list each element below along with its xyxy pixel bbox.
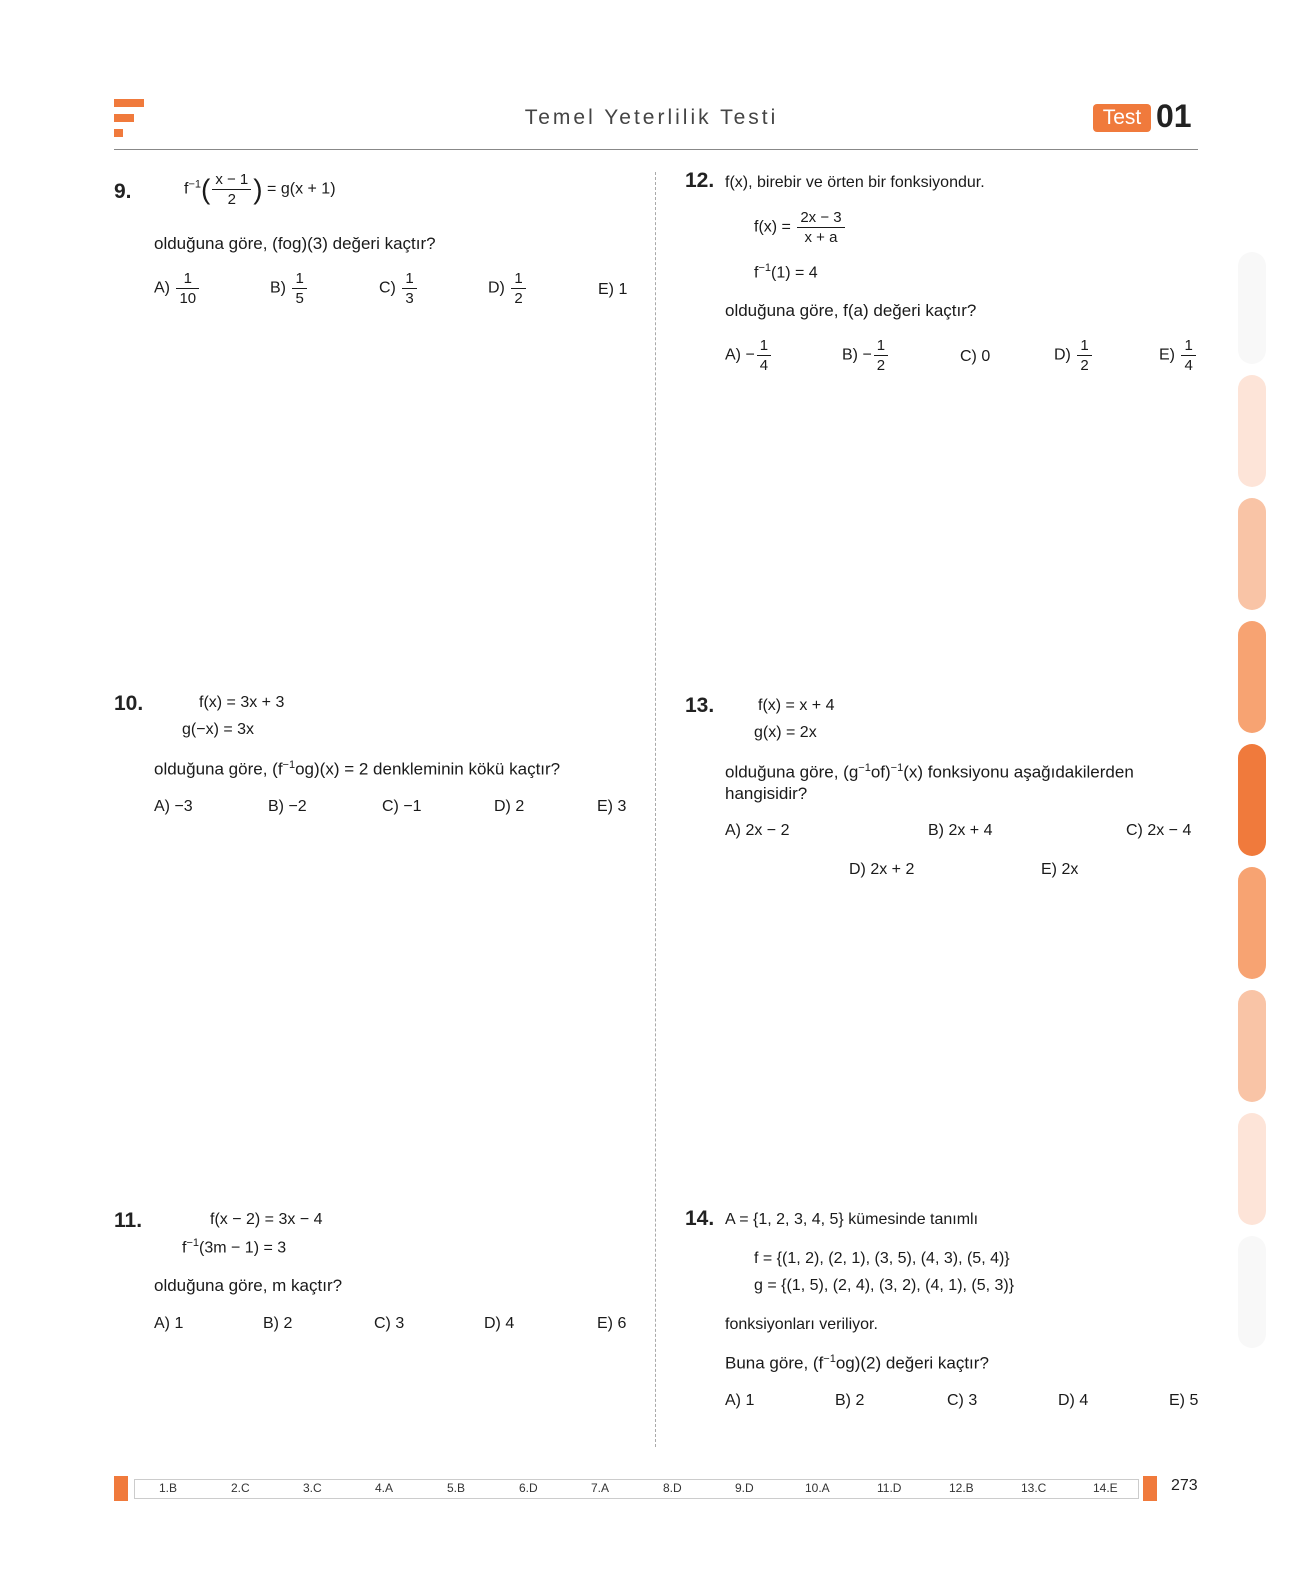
q12-option-b[interactable]: B) − $\frac{1}{2}$	[842, 336, 890, 375]
q10-option-b[interactable]: B) −2	[268, 798, 307, 815]
answer-key-item: 2.C	[231, 1481, 250, 1495]
q11-option-d[interactable]: D) 4	[484, 1315, 515, 1332]
question-11-number: 11.	[114, 1209, 143, 1232]
question-14-f-set: f = {(1, 2), (2, 1), (3, 5), (4, 3), (5, 4)}	[754, 1250, 1010, 1267]
q12-option-c[interactable]: C) 0	[960, 348, 991, 365]
question-13-prompt-line-2: hangisidir?	[725, 784, 808, 803]
logo-mark-bottom	[114, 129, 123, 137]
side-tab-4[interactable]	[1238, 621, 1266, 733]
answer-key-item: 1.B	[159, 1481, 178, 1495]
answer-key-item: 10.A	[805, 1481, 830, 1495]
question-10-line-1: f(x) = 3x + 3	[199, 694, 285, 711]
side-tab-2[interactable]	[1238, 375, 1266, 487]
q13-option-c[interactable]: C) 2x − 4	[1126, 822, 1192, 839]
question-13-prompt: olduğuna göre, $(g^{-1}of)^{-1}(x)$ fonksiyonu aşağıdakilerden	[725, 762, 1134, 782]
q9-option-a[interactable]: A) $\frac{1}{10}$	[154, 269, 201, 308]
q13-option-e[interactable]: E) 2x	[1041, 861, 1079, 878]
side-tab-8[interactable]	[1238, 1113, 1266, 1225]
q9-option-c[interactable]: C) $\frac{1}{3}$	[379, 269, 419, 308]
question-9-equation: $f^{-1}$( $\frac{x - 1}{2}$ ) = g(x + 1)	[184, 171, 336, 208]
test-badge: Test	[1093, 104, 1151, 132]
q14-option-d[interactable]: D) 4	[1058, 1392, 1089, 1409]
side-tab-9[interactable]	[1238, 1236, 1266, 1348]
answer-key-item: 6.D	[519, 1481, 538, 1495]
page-number: 273	[1171, 1477, 1198, 1494]
answer-key-item: 4.A	[375, 1481, 394, 1495]
q9-option-e[interactable]: E) 1	[598, 281, 628, 298]
q11-option-a[interactable]: A) 1	[154, 1315, 184, 1332]
answer-key-item: 11.D	[877, 1481, 902, 1495]
question-9-number: 9.	[114, 180, 132, 203]
answer-key-item: 8.D	[663, 1481, 682, 1495]
column-divider	[655, 172, 656, 1447]
question-14-prompt: Buna göre, $(f^{-1}og)(2)$ değeri kaçtır?	[725, 1353, 989, 1373]
answer-key-box	[134, 1479, 1139, 1499]
q13-option-b[interactable]: B) 2x + 4	[928, 822, 993, 839]
page-title: Temel Yeterlilik Testi	[524, 106, 779, 129]
answer-key-item: 9.D	[735, 1481, 754, 1495]
question-10-prompt: olduğuna göre, $(f^{-1}og)(x) = 2$ denkleminin kökü kaçtır?	[154, 759, 561, 779]
q13-option-d[interactable]: D) 2x + 2	[849, 861, 915, 878]
question-11-prompt: olduğuna göre, m kaçtır?	[154, 1276, 343, 1295]
question-12-fx: f(x) = $\frac{2x - 3}{x + a}$	[754, 208, 847, 247]
question-12-intro: f(x), birebir ve örten bir fonksiyondur.	[725, 174, 985, 191]
q12-option-d[interactable]: D) $\frac{1}{2}$	[1054, 336, 1094, 375]
q12-option-a[interactable]: A) − $\frac{1}{4}$	[725, 336, 773, 375]
answer-key-item: 13.C	[1021, 1481, 1047, 1495]
side-tab-3[interactable]	[1238, 498, 1266, 610]
question-13-number: 13.	[685, 694, 715, 717]
q14-option-e[interactable]: E) 5	[1169, 1392, 1199, 1409]
q14-option-b[interactable]: B) 2	[835, 1392, 865, 1409]
question-14-g-set: g = {(1, 5), (2, 4), (3, 2), (4, 1), (5, 3)}	[754, 1277, 1015, 1294]
side-tab-5[interactable]	[1238, 744, 1266, 856]
answer-key-item: 14.E	[1093, 1481, 1118, 1495]
question-13-line-2: g(x) = 2x	[754, 724, 817, 741]
q10-option-d[interactable]: D) 2	[494, 798, 525, 815]
header-divider	[114, 149, 1198, 150]
q14-option-c[interactable]: C) 3	[947, 1392, 978, 1409]
answer-key-item: 12.B	[949, 1481, 974, 1495]
q11-option-e[interactable]: E) 6	[597, 1315, 627, 1332]
side-tab-6[interactable]	[1238, 867, 1266, 979]
question-11-line-2: $f^{-1}(3m - 1) = 3$	[182, 1237, 287, 1257]
question-12-number: 12.	[685, 169, 715, 192]
question-10-line-2: g(−x) = 3x	[182, 721, 255, 738]
q9-option-b[interactable]: B) $\frac{1}{5}$	[270, 269, 309, 308]
answer-key-item: 5.B	[447, 1481, 466, 1495]
question-12-prompt: olduğuna göre, f(a) değeri kaçtır?	[725, 301, 977, 320]
q13-option-a[interactable]: A) 2x − 2	[725, 822, 790, 839]
q10-option-a[interactable]: A) −3	[154, 798, 193, 815]
side-tab-1[interactable]	[1238, 252, 1266, 364]
q10-option-c[interactable]: C) −1	[382, 798, 422, 815]
question-14-given: fonksiyonları veriliyor.	[725, 1316, 878, 1333]
answer-key-left-marker	[114, 1476, 128, 1501]
q10-option-e[interactable]: E) 3	[597, 798, 627, 815]
answer-key-right-marker	[1143, 1476, 1157, 1501]
question-12-inverse: $f^{-1}(1) = 4$	[754, 262, 818, 282]
question-14-number: 14.	[685, 1207, 715, 1230]
side-tab-7[interactable]	[1238, 990, 1266, 1102]
q9-option-d[interactable]: D) $\frac{1}{2}$	[488, 269, 528, 308]
question-14-intro: A = {1, 2, 3, 4, 5} kümesinde tanımlı	[725, 1211, 979, 1228]
question-11-line-1: f(x − 2) = 3x − 4	[210, 1211, 323, 1228]
answer-key-item: 3.C	[303, 1481, 322, 1495]
question-10-number: 10.	[114, 692, 144, 715]
q11-option-b[interactable]: B) 2	[263, 1315, 293, 1332]
question-9-prompt: olduğuna göre, (fog)(3) değeri kaçtır?	[154, 234, 436, 253]
test-number: 01	[1156, 98, 1192, 134]
question-13-line-1: f(x) = x + 4	[758, 697, 835, 714]
q14-option-a[interactable]: A) 1	[725, 1392, 755, 1409]
answer-key-item: 7.A	[591, 1481, 610, 1495]
q12-option-e[interactable]: E) $\frac{1}{4}$	[1159, 336, 1198, 375]
q11-option-c[interactable]: C) 3	[374, 1315, 405, 1332]
